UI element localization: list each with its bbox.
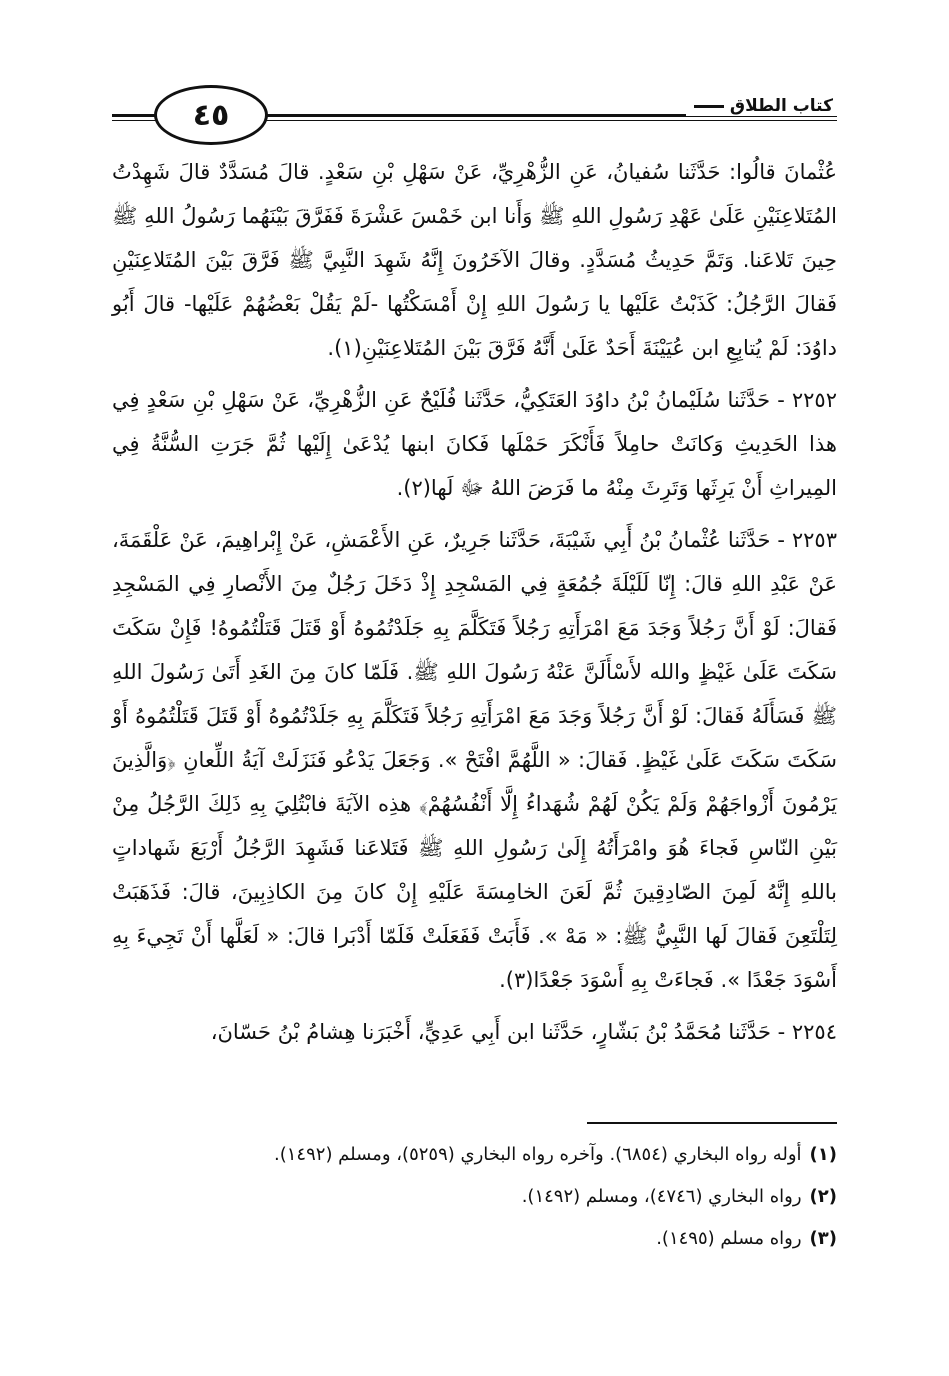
footnote-number: (٣) bbox=[809, 1228, 837, 1249]
footnotes bbox=[112, 1134, 837, 1260]
footnote-number: (١) bbox=[809, 1144, 837, 1165]
main-text bbox=[112, 150, 837, 1054]
paragraph-1: عُثْمانَ قالُوا: حَدَّثَنا سُفيانُ، عَنِ الزُّهْرِيِّ، عَنْ سَهْلِ بْنِ سَعْدٍ. قالَ مُسَدَّدٌ قالَ شَهِدْتُ المُتَلاعِنَيْنِ عَلَىٰ عَهْدِ رَسُولِ اللهِ ﷺ وَأَنا ابن خَمْسَ عَشْرَةَ فَفَرَّقَ بَيْنَهُما رَسُولُ اللهِ ﷺ حِينَ تَلاعَنا. وَتَمَّ حَدِيثُ مُسَدَّدٍ. وقالَ الآخَرُونَ إِنَّهُ شَهِدَ النَّبِيَّ ﷺ فَرَّقَ بَيْنَ المُتَلاعِنَيْنِ فَقالَ الرَّجُلُ: كَذَبْتُ عَلَيْها يا رَسُولَ اللهِ إِنْ أَمْسَكْتُها -لَمْ يَقُلْ بَعْضُهُمْ عَلَيْها- قالَ أَبُو داوُدَ: لَمْ يُتابِعِ ابن عُيَيْنَةَ أَحَدٌ عَلَىٰ أَنَّهُ فَرَّقَ بَيْنَ المُتَلاعِنَيْنِ(١). bbox=[112, 160, 837, 360]
page-number: ٤٥ bbox=[192, 97, 230, 133]
page-number-oval bbox=[154, 85, 268, 145]
footnote-2 bbox=[112, 1176, 837, 1218]
footnote-text: رواه البخاري (٤٧٤٦)، ومسلم (١٤٩٢). bbox=[521, 1186, 802, 1207]
page-header bbox=[112, 82, 837, 152]
paragraph-hadith-2252: ٢٢٥٢ - حَدَّثَنا سُلَيْمانُ بْنُ داوُدَ العَتَكِيُّ، حَدَّثَنا فُلَيْحٌ عَنِ الزُّهْرِيِّ، عَنْ سَهْلِ بْنِ سَعْدٍ فِي هذا الحَدِيثِ وَكانَتْ حامِلاً فَأَنْكَرَ حَمْلَها فَكانَ ابنها يُدْعَىٰ إِلَيْها ثُمَّ جَرَتِ السُّنَّةُ فِي المِيراثِ أَنْ يَرِثَها وَتَرِثَ مِنْهُ ما فَرَضَ اللهُ ﷻ لَها(٢). bbox=[112, 388, 837, 500]
title-dash bbox=[694, 105, 724, 108]
running-title-wrap bbox=[686, 96, 837, 116]
footnote-number: (٢) bbox=[809, 1186, 837, 1207]
footnote-3 bbox=[112, 1218, 837, 1260]
paragraph-hadith-2254: ٢٢٥٤ - حَدَّثَنا مُحَمَّدُ بْنُ بَشّارٍ، حَدَّثَنا ابن أَبِي عَدِيٍّ، أَخْبَرَنا هِشامُ بْنُ حَسّانَ، bbox=[210, 1020, 837, 1044]
footnote-1 bbox=[112, 1134, 837, 1176]
footnote-separator bbox=[587, 1122, 837, 1124]
footnote-text: رواه مسلم (١٤٩٥). bbox=[656, 1228, 802, 1249]
running-title: كتاب الطلاق bbox=[729, 96, 833, 116]
paragraph-hadith-2253: ٢٢٥٣ - حَدَّثَنا عُثْمانُ بْنُ أَبِي شَيْبَةَ، حَدَّثَنا جَرِيرٌ، عَنِ الأَعْمَشِ، عَنْ إِبْراهِيمَ، عَنْ عَلْقَمَةَ، عَنْ عَبْدِ اللهِ قالَ: إِنّا لَلَيْلَةَ جُمُعَةٍ فِي المَسْجِدِ إِذْ دَخَلَ رَجُلٌ مِنَ الأَنْصارِ فِي المَسْجِدِ فَقالَ: لَوْ أَنَّ رَجُلاً وَجَدَ مَعَ امْرَأَتِهِ رَجُلاً فَتَكَلَّمَ بِهِ جَلَدْتُمُوهُ أَوْ قَتَلَ قَتَلْتُمُوهُ! فَإِنْ سَكَتَ سَكَتَ عَلَىٰ غَيْظٍ والله لأَسْأَلَنَّ عَنْهُ رَسُولَ اللهِ ﷺ. فَلَمّا كانَ مِنَ الغَدِ أَتَىٰ رَسُولَ اللهِ ﷺ فَسَأَلَهُ فَقالَ: لَوْ أَنَّ رَجُلاً وَجَدَ مَعَ امْرَأَتِهِ رَجُلاً فَتَكَلَّمَ بِهِ جَلَدْتُمُوهُ أَوْ قَتَلَ قَتَلْتُمُوهُ أَوْ سَكَتَ سَكَتَ عَلَىٰ غَيْظٍ. فَقالَ: « اللَّهُمَّ افْتَحْ ». وَجَعَلَ يَدْعُو فَنَزَلَتْ آيَةُ اللِّعانِ ﴿وَالَّذِينَ يَرْمُونَ أَزْواجَهُمْ وَلَمْ يَكُنْ لَهُمْ شُهَداءُ إِلَّا أَنْفُسُهُمْ﴾ هذِه الآيَةَ فابْتُلِيَ بِهِ ذَلِكَ الرَّجُلُ مِنْ بَيْنِ النّاسِ فَجاءَ هُوَ وامْرَأَتُهُ إِلَىٰ رَسُولِ اللهِ ﷺ فَتَلاعَنا فَشَهِدَ الرَّجُلُ أَرْبَعَ شَهاداتٍ باللهِ إِنَّهُ لَمِنَ الصّادِقِينَ ثُمَّ لَعَنَ الخامِسَةَ عَلَيْهِ إِنْ كانَ مِنَ الكاذِبِينَ، قالَ: فَذَهَبَتْ لِتَلْتَعِنَ فَقالَ لَها النَّبِيُّ ﷺ: « مَهْ ». فَأَبَتْ فَفَعَلَتْ فَلَمّا أَدْبَرا قالَ: « لَعَلَّها أَنْ تَجِيءَ بِهِ أَسْوَدَ جَعْدًا ». فَجاءَتْ بِهِ أَسْوَدَ جَعْدًا(٣). bbox=[112, 528, 837, 992]
footnote-text: أوله رواه البخاري (٦٨٥٤). وآخره رواه البخاري (٥٢٥٩)، ومسلم (١٤٩٢). bbox=[274, 1144, 802, 1165]
